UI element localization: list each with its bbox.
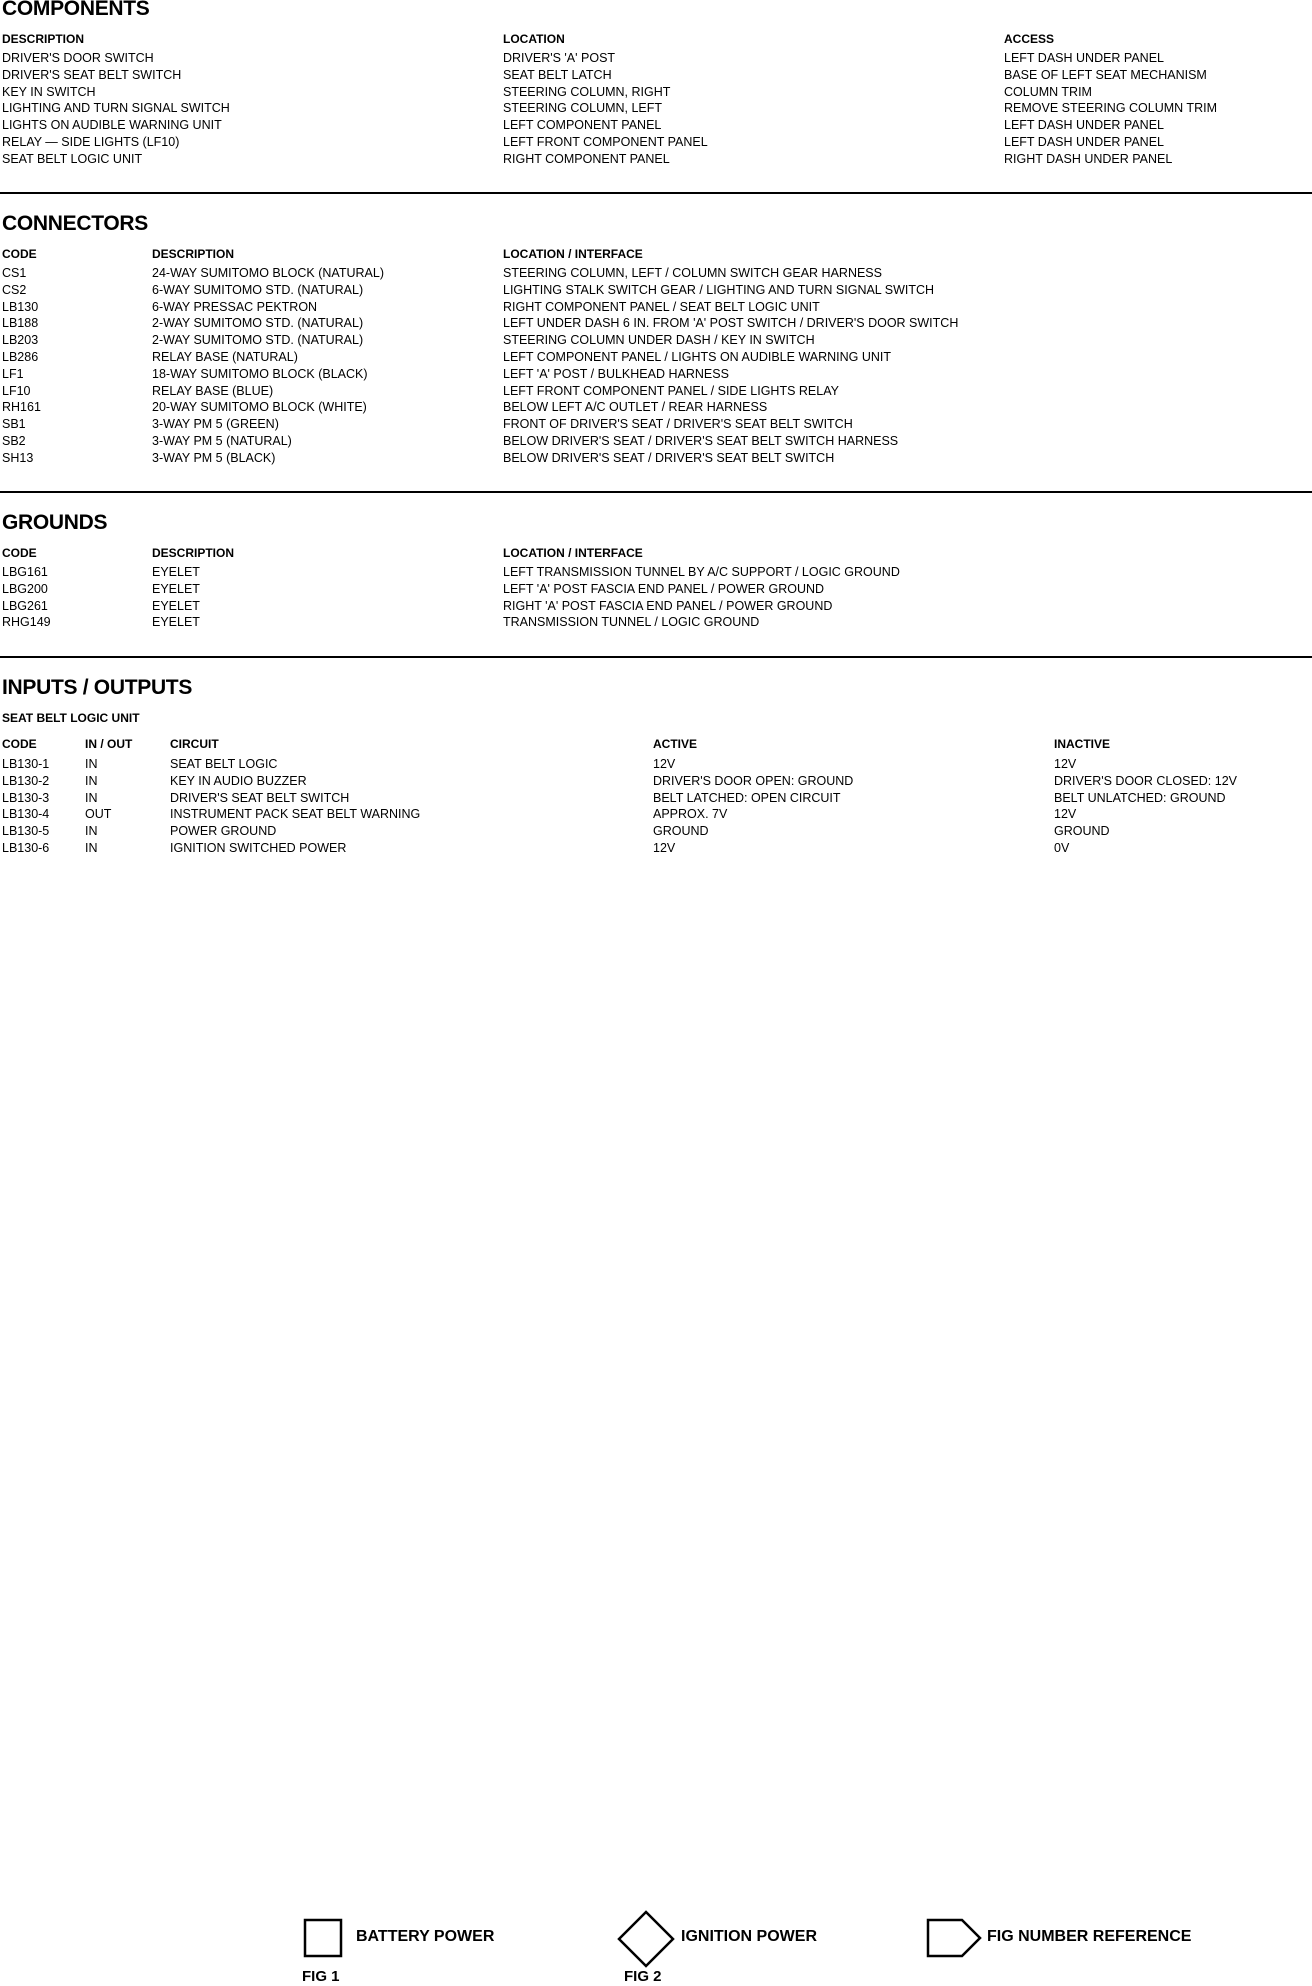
- legend-fig-number-reference-label: FIG NUMBER REFERENCE: [987, 1928, 1192, 1945]
- connectors-row-cell: RELAY BASE (NATURAL): [152, 350, 298, 364]
- io-row-cell: DRIVER'S DOOR OPEN: GROUND: [653, 773, 854, 788]
- components-row-cell: LEFT COMPONENT PANEL: [503, 118, 662, 133]
- grounds-header-code: CODE: [2, 546, 37, 560]
- connectors-row-cell: 3-WAY PM 5 (NATURAL): [152, 434, 292, 448]
- connectors-row-cell: LB286: [2, 350, 39, 364]
- grounds-header-location: LOCATION / INTERFACE: [503, 546, 643, 560]
- io-row-cell: IN: [85, 824, 98, 839]
- io-row-cell: LB130-1: [2, 757, 50, 771]
- connectors-row-cell: CS1: [2, 266, 27, 280]
- connectors-row-cell: 18-WAY SUMITOMO BLOCK (BLACK): [152, 366, 368, 381]
- grounds-row-cell: EYELET: [152, 581, 200, 596]
- divider-components: [0, 192, 1312, 194]
- grounds-row-cell: LEFT 'A' POST FASCIA END PANEL / POWER GROUND: [503, 581, 825, 596]
- connectors-row-cell: 3-WAY PM 5 (GREEN): [152, 417, 279, 432]
- connectors-row-cell: RIGHT COMPONENT PANEL / SEAT BELT LOGIC UNIT: [503, 299, 820, 314]
- io-row-cell: IN: [85, 773, 98, 788]
- connectors-row-cell: LEFT COMPONENT PANEL / LIGHTS ON AUDIBLE WARNING UNIT: [503, 350, 892, 364]
- io-row-cell: INSTRUMENT PACK SEAT BELT WARNING: [170, 807, 421, 822]
- legend-fig1-label: FIG 1: [302, 1968, 340, 1985]
- io-row-cell: SEAT BELT LOGIC: [170, 757, 278, 771]
- connectors-row-cell: FRONT OF DRIVER'S SEAT / DRIVER'S SEAT BELT SWITCH: [503, 417, 853, 432]
- grounds-header-description: DESCRIPTION: [152, 546, 235, 560]
- components-row-cell: DRIVER'S SEAT BELT SWITCH: [2, 67, 182, 82]
- connectors-row-cell: LF1: [2, 366, 24, 381]
- grounds-row-cell: RHG149: [2, 615, 51, 630]
- connectors-row-cell: SH13: [2, 450, 34, 465]
- components-row-cell: DRIVER'S 'A' POST: [503, 51, 616, 65]
- io-header-inactive: INACTIVE: [1054, 737, 1111, 751]
- io-header-active: ACTIVE: [653, 737, 698, 751]
- io-row-cell: KEY IN AUDIO BUZZER: [170, 773, 307, 788]
- components-header-description: DESCRIPTION: [2, 32, 85, 46]
- io-row-cell: GROUND: [1054, 824, 1110, 839]
- components-row-cell: STEERING COLUMN, LEFT: [503, 101, 663, 116]
- connectors-row-cell: 6-WAY SUMITOMO STD. (NATURAL): [152, 282, 364, 297]
- connectors-header-code: CODE: [2, 247, 37, 261]
- io-row-cell: IN: [85, 841, 98, 855]
- io-header-circuit: CIRCUIT: [170, 737, 219, 751]
- components-row-cell: LEFT FRONT COMPONENT PANEL: [503, 135, 708, 149]
- io-header-code: CODE: [2, 737, 37, 751]
- connectors-row-cell: LEFT UNDER DASH 6 IN. FROM 'A' POST SWITCH / DRIVER'S DOOR SWITCH: [503, 316, 959, 331]
- grounds-row-cell: EYELET: [152, 615, 200, 630]
- connectors-header-description: DESCRIPTION: [152, 247, 235, 261]
- connectors-row-cell: 2-WAY SUMITOMO STD. (NATURAL): [152, 316, 364, 331]
- io-row-cell: LB130-3: [2, 790, 50, 805]
- components-row-cell: STEERING COLUMN, RIGHT: [503, 84, 671, 99]
- legend-battery-power-label: BATTERY POWER: [356, 1928, 495, 1945]
- connectors-row-cell: 6-WAY PRESSAC PEKTRON: [152, 299, 318, 314]
- legend-fig2-label: FIG 2: [624, 1968, 662, 1985]
- connectors-row-cell: RELAY BASE (BLUE): [152, 383, 274, 398]
- grounds-row-cell: LBG200: [2, 581, 48, 596]
- io-row-cell: IN: [85, 757, 98, 771]
- connectors-row-cell: STEERING COLUMN UNDER DASH / KEY IN SWITCH: [503, 333, 815, 348]
- io-row-cell: LB130-5: [2, 824, 50, 839]
- io-row-cell: POWER GROUND: [170, 824, 277, 839]
- divider-connectors: [0, 491, 1312, 493]
- components-row-cell: RIGHT COMPONENT PANEL: [503, 151, 670, 166]
- io-subtitle: SEAT BELT LOGIC UNIT: [2, 711, 140, 725]
- io-row-cell: 12V: [1054, 807, 1077, 822]
- connectors-row-cell: LF10: [2, 383, 31, 398]
- grounds-row-cell: LEFT TRANSMISSION TUNNEL BY A/C SUPPORT / LOGIC GROUND: [503, 565, 900, 579]
- components-row-cell: RELAY — SIDE LIGHTS (LF10): [2, 135, 180, 149]
- io-header-inout: IN / OUT: [85, 737, 133, 751]
- components-row-cell: DRIVER'S DOOR SWITCH: [2, 51, 154, 65]
- io-row-cell: LB130-6: [2, 841, 50, 855]
- components-header-location: LOCATION: [503, 32, 565, 46]
- components-row-cell: RIGHT DASH UNDER PANEL: [1004, 151, 1173, 166]
- components-row-cell: COLUMN TRIM: [1004, 84, 1092, 99]
- components-row-cell: LIGHTS ON AUDIBLE WARNING UNIT: [2, 118, 222, 133]
- square-icon: [303, 1918, 343, 1958]
- grounds-row-cell: EYELET: [152, 598, 200, 613]
- arrow-tag-icon: [926, 1918, 982, 1958]
- grounds-title: GROUNDS: [2, 511, 108, 534]
- connectors-row-cell: LB130: [2, 299, 39, 314]
- legend-ignition-power-label: IGNITION POWER: [681, 1928, 817, 1945]
- divider-grounds: [0, 656, 1312, 658]
- components-row-cell: REMOVE STEERING COLUMN TRIM: [1004, 101, 1217, 116]
- connectors-row-cell: BELOW DRIVER'S SEAT / DRIVER'S SEAT BELT SWITCH: [503, 450, 835, 465]
- io-row-cell: BELT UNLATCHED: GROUND: [1054, 790, 1226, 805]
- components-title: COMPONENTS: [2, 0, 150, 20]
- grounds-row-cell: EYELET: [152, 565, 200, 579]
- connectors-row-cell: 24-WAY SUMITOMO BLOCK (NATURAL): [152, 266, 384, 280]
- io-row-cell: 0V: [1054, 841, 1070, 855]
- grounds-row-cell: LBG161: [2, 565, 48, 579]
- io-row-cell: 12V: [653, 757, 676, 771]
- io-row-cell: IN: [85, 790, 98, 805]
- components-row-cell: LIGHTING AND TURN SIGNAL SWITCH: [2, 101, 230, 116]
- connectors-row-cell: BELOW LEFT A/C OUTLET / REAR HARNESS: [503, 400, 768, 415]
- io-row-cell: 12V: [653, 841, 676, 855]
- components-row-cell: LEFT DASH UNDER PANEL: [1004, 135, 1164, 149]
- io-row-cell: DRIVER'S SEAT BELT SWITCH: [170, 790, 350, 805]
- connectors-row-cell: 3-WAY PM 5 (BLACK): [152, 450, 276, 465]
- connectors-header-location: LOCATION / INTERFACE: [503, 247, 643, 261]
- components-row-cell: LEFT DASH UNDER PANEL: [1004, 118, 1164, 133]
- connectors-row-cell: LEFT 'A' POST / BULKHEAD HARNESS: [503, 366, 729, 381]
- io-row-cell: GROUND: [653, 824, 709, 839]
- io-row-cell: BELT LATCHED: OPEN CIRCUIT: [653, 790, 841, 805]
- connectors-row-cell: LB188: [2, 316, 39, 331]
- components-row-cell: LEFT DASH UNDER PANEL: [1004, 51, 1164, 65]
- connectors-row-cell: LB203: [2, 333, 39, 348]
- components-row-cell: SEAT BELT LOGIC UNIT: [2, 151, 143, 166]
- connectors-row-cell: 2-WAY SUMITOMO STD. (NATURAL): [152, 333, 364, 348]
- connectors-row-cell: CS2: [2, 282, 27, 297]
- io-row-cell: 12V: [1054, 757, 1077, 771]
- io-row-cell: LB130-4: [2, 807, 50, 822]
- grounds-row-cell: LBG261: [2, 598, 48, 613]
- connectors-row-cell: BELOW DRIVER'S SEAT / DRIVER'S SEAT BELT SWITCH HARNESS: [503, 434, 899, 448]
- connectors-title: CONNECTORS: [2, 212, 148, 235]
- io-row-cell: DRIVER'S DOOR CLOSED: 12V: [1054, 773, 1237, 788]
- connectors-row-cell: SB2: [2, 434, 26, 448]
- connectors-row-cell: RH161: [2, 400, 41, 415]
- connectors-row-cell: 20-WAY SUMITOMO BLOCK (WHITE): [152, 400, 367, 415]
- io-row-cell: IGNITION SWITCHED POWER: [170, 841, 347, 855]
- connectors-row-cell: LIGHTING STALK SWITCH GEAR / LIGHTING AND TURN SIGNAL SWITCH: [503, 282, 935, 297]
- io-row-cell: APPROX. 7V: [653, 807, 728, 822]
- components-row-cell: SEAT BELT LATCH: [503, 67, 612, 82]
- components-row-cell: BASE OF LEFT SEAT MECHANISM: [1004, 67, 1207, 82]
- io-title: INPUTS / OUTPUTS: [2, 676, 193, 699]
- connectors-row-cell: STEERING COLUMN, LEFT / COLUMN SWITCH GEAR HARNESS: [503, 266, 882, 280]
- components-row-cell: KEY IN SWITCH: [2, 84, 96, 99]
- grounds-row-cell: RIGHT 'A' POST FASCIA END PANEL / POWER GROUND: [503, 598, 833, 613]
- connectors-row-cell: LEFT FRONT COMPONENT PANEL / SIDE LIGHTS RELAY: [503, 383, 839, 398]
- grounds-row-cell: TRANSMISSION TUNNEL / LOGIC GROUND: [503, 615, 760, 630]
- io-row-cell: OUT: [85, 807, 112, 822]
- diamond-icon: [617, 1910, 675, 1968]
- io-row-cell: LB130-2: [2, 773, 50, 788]
- connectors-row-cell: SB1: [2, 417, 26, 432]
- components-header-access: ACCESS: [1004, 32, 1055, 46]
